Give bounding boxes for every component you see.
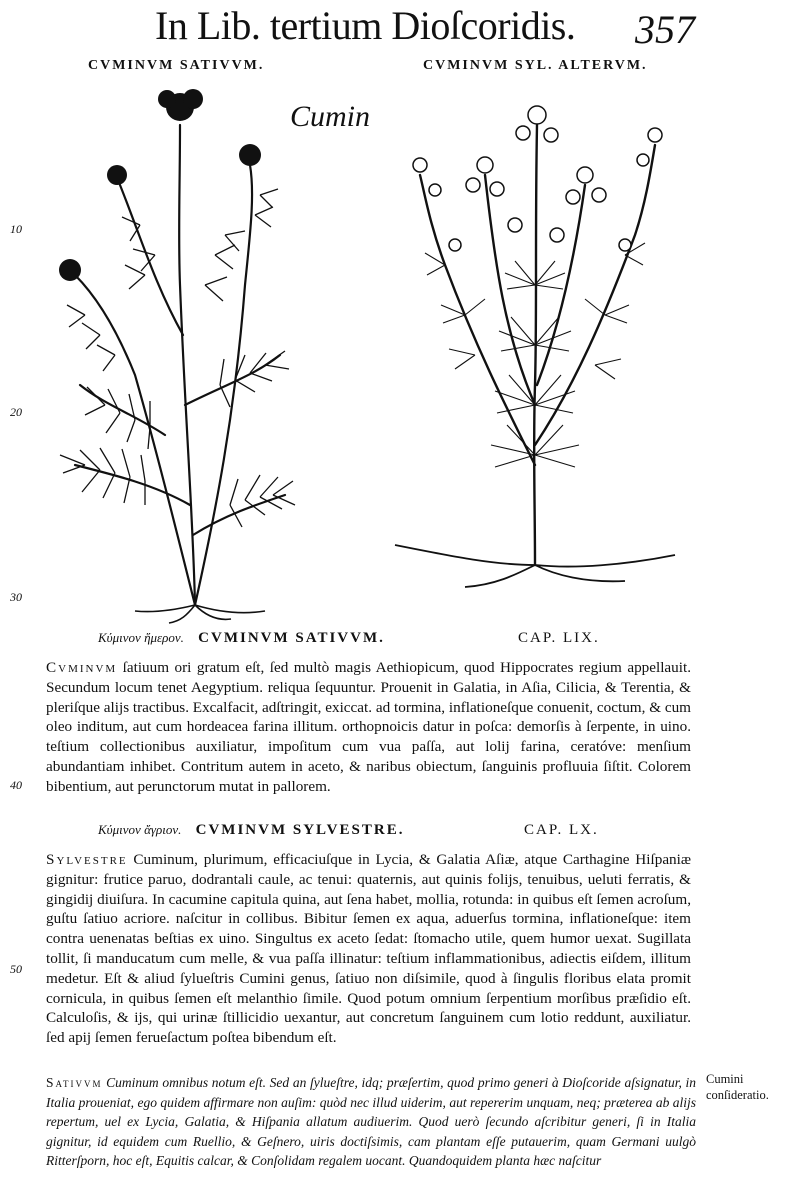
- margin-line-number: 10: [10, 222, 22, 236]
- chapter-59-body: ſatiuum ori gratum eſt, ſed multò magis Aethiopicum, quod Hippocrates regium appellauit. Secundum locum tenet Aegyptium. reliqua ſequuntur. Prouenit in Galatia, in Aſia, Cilicia, & Terentia, & pleriſque alijs tractibus. Excalfacit, adſtringit, exiccat. ad tormina, inflationeſque conuenit, coctum, & cum oleo inditum, aut cum hordeacea farina illitum. orthopnoicis datur in poſca: demorſis à ſerpente, in uino. teſtium collectionibus auxiliatur, impoſitum cum vua paſſa, aut lolij farina, ceratóve: menſium abundantiam inhibet. Contritum autem in aceto, & naribus obiectum, ſanguinis profluuia ſiſtit. Colorem bibentium, aut perunctorum mutat in pallorem.: [46, 659, 692, 795]
- chapter-60-heading: [98, 822, 404, 839]
- margin-line-number: 50: [10, 962, 22, 976]
- page-number: 357: [635, 7, 695, 52]
- chapter-59-heading: [98, 630, 385, 647]
- chapter-60-body: Cuminum, plurimum, efficaciuſque in Lycia, & Galatia Aſiæ, atque Carthagine Hiſpaniæ gignitur: frutice paruo, dodrantali caule, ac tenui: quaternis, aut quinis folijs, tenuibus, ueluti ferratis, & gingidij diuiſura. In cacumine capitula quina, aut ſena habet, mollia, rotunda: in quibus eſt ſemen acroſum, guſtu ſatiuo acriore. naſcitur in collibus. Bibitur ſemen ex aqua, aduerſus tormina, inflationeſque: item contra uenenatas beſtias ex uino. Singultus ex aceto ſedat: ſtomacho utile, quem humor uexat. Sugillata tollit, ſi manducatum cum melle, & vua paſſa illinatur: teſtium inflammationibus, adiectis eiſdem, illitum medetur. Eſt & aliud ſylueſtris Cumini genus, ſatiuo non diſsimile, quod à ſingulis floribus elata promit cornicula, in quibus ſemen eſt melanthio ſimile. Quod potum omnium ſerpentium morſibus præſidio eſt. Calculoſis, & ijs, qui urinæ ſtillicidio uexantur, aut concretum ſanguinem cum lotio reddunt, auxiliatur. ſed apij ſemen ferueſactum poſtea bibendum eſt.: [46, 851, 691, 1047]
- cultivated-cumin-woodcut: [45, 85, 305, 625]
- wild-cumin-woodcut: [385, 85, 685, 605]
- chapter-59-latin-name: CVMINVM SATIVVM.: [198, 630, 385, 646]
- chapter-59-text: [46, 658, 691, 797]
- chapter-59-number: CAP. LIX.: [518, 630, 600, 646]
- figure-caption-cultivated-cumin: CVMINVM SATIVVM.: [88, 58, 265, 73]
- margin-line-number: 40: [10, 778, 22, 792]
- commentary-body: Cuminum omnibus notum eſt. Sed an ſylueſtre, idq; præſertim, quod primo generi à Dioſcoride aſsignatur, in Italia proueniat, ego quidem affirmare non auſim: quòd nec illud uiderim, aut repererim unquam, neq; præterea ab alijs repertum, uel ex Lycia, Galatia, & Hiſpania allatum audiuerim. Quod uerò ſecundo aſcribitur generi, ſi in Italia gignitur, id equidem cum Ruellio, & Geſnero, uiris doctiſsimis, cam plantam eſſe putauerim, quam Germani uulgò Ritterſporn, hoc eſt, Equitis calcar, & Conſolidam regalem uocant. Quandoquidem planta hæc naſcitur: [46, 1075, 696, 1168]
- chapter-60-greek-name: Κύμινον ἄγριον.: [98, 822, 182, 837]
- figure-caption-wild-cumin: CVMINVM SYL. ALTERVM.: [423, 58, 648, 73]
- chapter-60-number: CAP. LX.: [524, 822, 599, 838]
- margin-line-number: 30: [10, 590, 22, 604]
- chapter-59-greek-name: Κύμινον ἥμερον.: [98, 630, 184, 645]
- chapter-60-text: [46, 850, 691, 1048]
- commentary-lead-word: Sativvm: [46, 1075, 103, 1090]
- chapter-59-lead-word: Cvminvm: [46, 659, 118, 676]
- chapter-60-lead-word: Sylvestre: [46, 851, 128, 868]
- margin-note: Cumini conſideratio.: [706, 1072, 769, 1102]
- handwritten-annotation: Cumin: [290, 100, 371, 133]
- margin-line-number: 20: [10, 405, 22, 419]
- running-head-title: In Lib. tertium Dioſcoridis.: [155, 3, 576, 48]
- chapter-60-latin-name: CVMINVM SYLVESTRE.: [195, 822, 405, 838]
- commentary-text: [46, 1073, 696, 1171]
